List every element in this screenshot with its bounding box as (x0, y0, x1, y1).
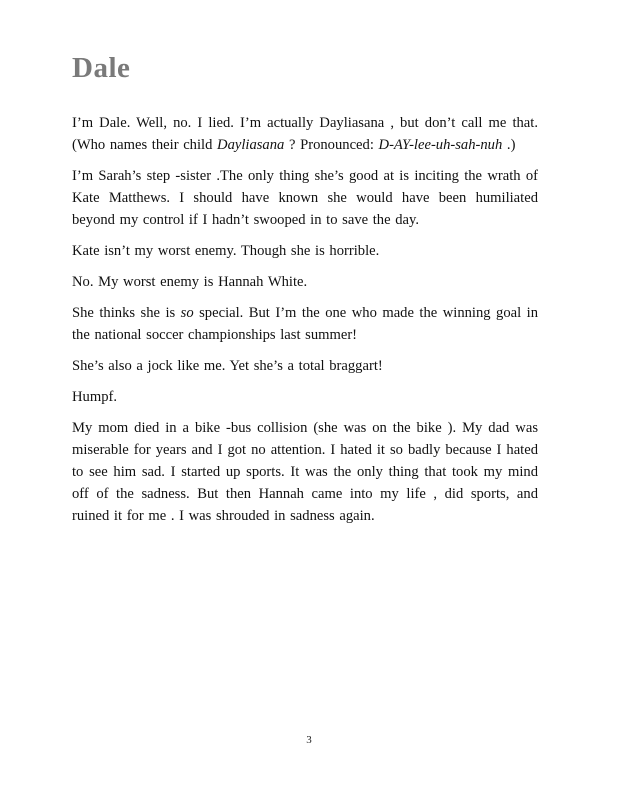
paragraph-1-text-a: I’m Dale. Well, no. I lied. I’m actually Dayliasana , but don’t call me that. (Who names their child (72, 115, 538, 153)
paragraph-1-text-c: ? Pronounced: (284, 137, 379, 153)
paragraph-8: My mom died in a bike -bus collision (she was on the bike ). My dad was miserable for years and I got no attention. I hated it so badly because I hated to see him sad. I started up sports. It was the only thing that took my mind off of the sadness. But then Hannah came into my life , did sports, and ruined it for me . I was shrouded in sadness again. (72, 420, 538, 524)
paragraph-5-text-c: special. But I’m the one who made the winning goal in the national soccer championships last summer! (72, 305, 538, 343)
body-text (72, 112, 538, 536)
paragraph-5-emphasis: so (180, 305, 194, 321)
paragraph-3: Kate isn’t my worst enemy. Though she is horrible. (72, 243, 380, 259)
paragraph-5 (72, 302, 538, 346)
paragraph-1-text-e: .) (502, 137, 516, 153)
paragraph-4: No. My worst enemy is Hannah White. (72, 274, 308, 290)
chapter-title: Dale (72, 52, 131, 84)
paragraph-5-text-a: She thinks she is (72, 305, 181, 321)
paragraph-7: Humpf. (72, 389, 117, 405)
paragraph-2: I’m Sarah’s step -sister .The only thing she’s good at is inciting the wrath of Kate Matthews. I should have known she would have been humiliated beyond my control if I hadn’t swooped in to save the day. (72, 168, 538, 228)
paragraph-1-name-italic: Dayliasana (217, 137, 285, 153)
paragraph-6: She’s also a jock like me. Yet she’s a total braggart! (72, 358, 383, 374)
paragraph-1-pronunciation: D-AY-lee-uh-sah-nuh (378, 137, 503, 153)
page-number: 3 (306, 734, 312, 746)
paragraph-1 (72, 112, 538, 156)
